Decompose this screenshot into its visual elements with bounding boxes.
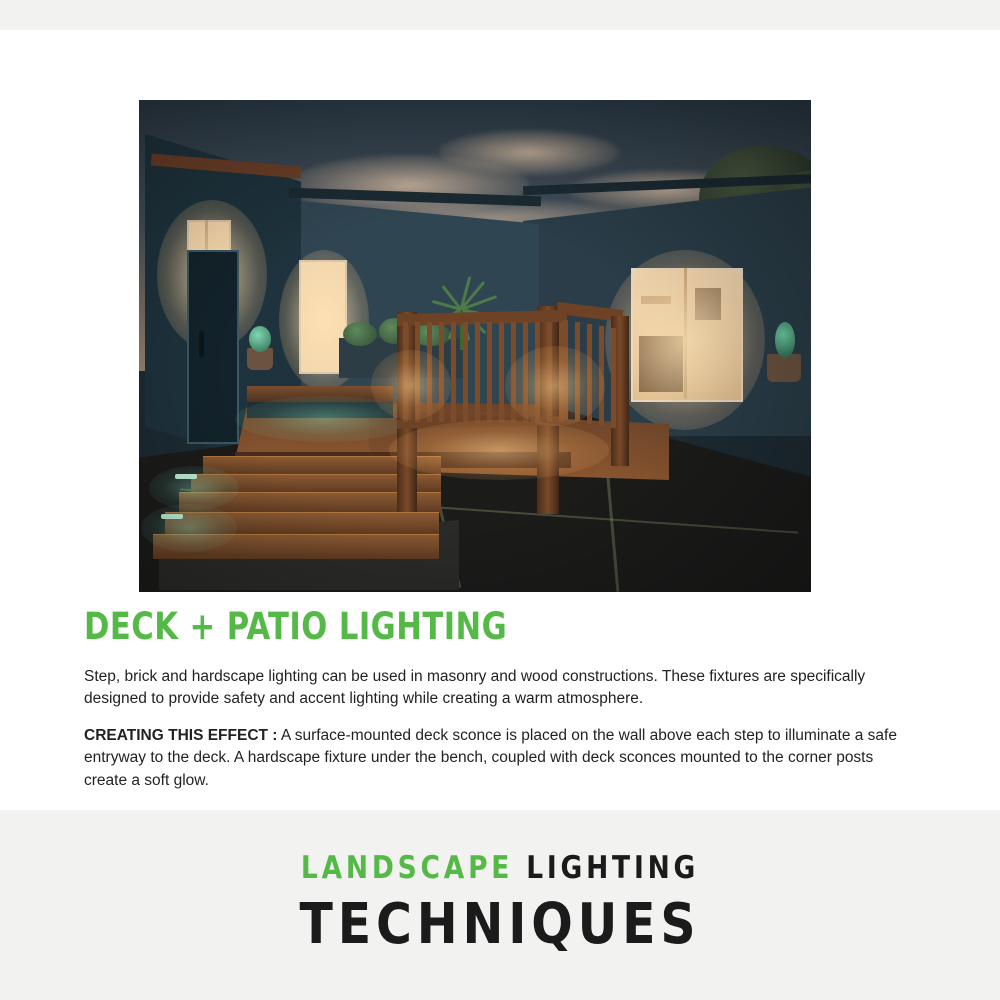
content-card xyxy=(0,30,1000,810)
footer-title-line1 xyxy=(25,850,975,886)
paragraph-description-text: Step, brick and hardscape lighting can be used in masonry and wood constructions. These fixtures are specifically designed to provide safety and accent lighting while creating a warm atmosphere. xyxy=(84,668,866,708)
footer-word-lighting: LIGHTING xyxy=(526,850,700,886)
footer-title-line2: TECHNIQUES xyxy=(299,892,701,957)
rendering-scene xyxy=(139,100,811,592)
illustration-container xyxy=(133,70,867,595)
guide-line-top-right xyxy=(889,122,890,232)
paragraph-effect xyxy=(84,725,916,792)
paragraph-effect-text: A surface-mounted deck sconce is placed on the wall above each step to illuminate a safe entryway to the deck. A hardscape fixture under the bench, coupled with deck sconces mounted to the corner posts create a soft glow. xyxy=(84,726,897,789)
footer-word-landscape: LANDSCAPE xyxy=(300,850,514,886)
vignette xyxy=(139,100,811,592)
paragraph-effect-lead: CREATING THIS EFFECT : xyxy=(84,726,278,744)
page-title: DECK + PATIO LIGHTING xyxy=(84,605,508,648)
text-block xyxy=(84,605,916,806)
paragraph-description xyxy=(84,666,916,711)
footer xyxy=(0,810,1000,1000)
illustration-frame xyxy=(133,70,867,595)
